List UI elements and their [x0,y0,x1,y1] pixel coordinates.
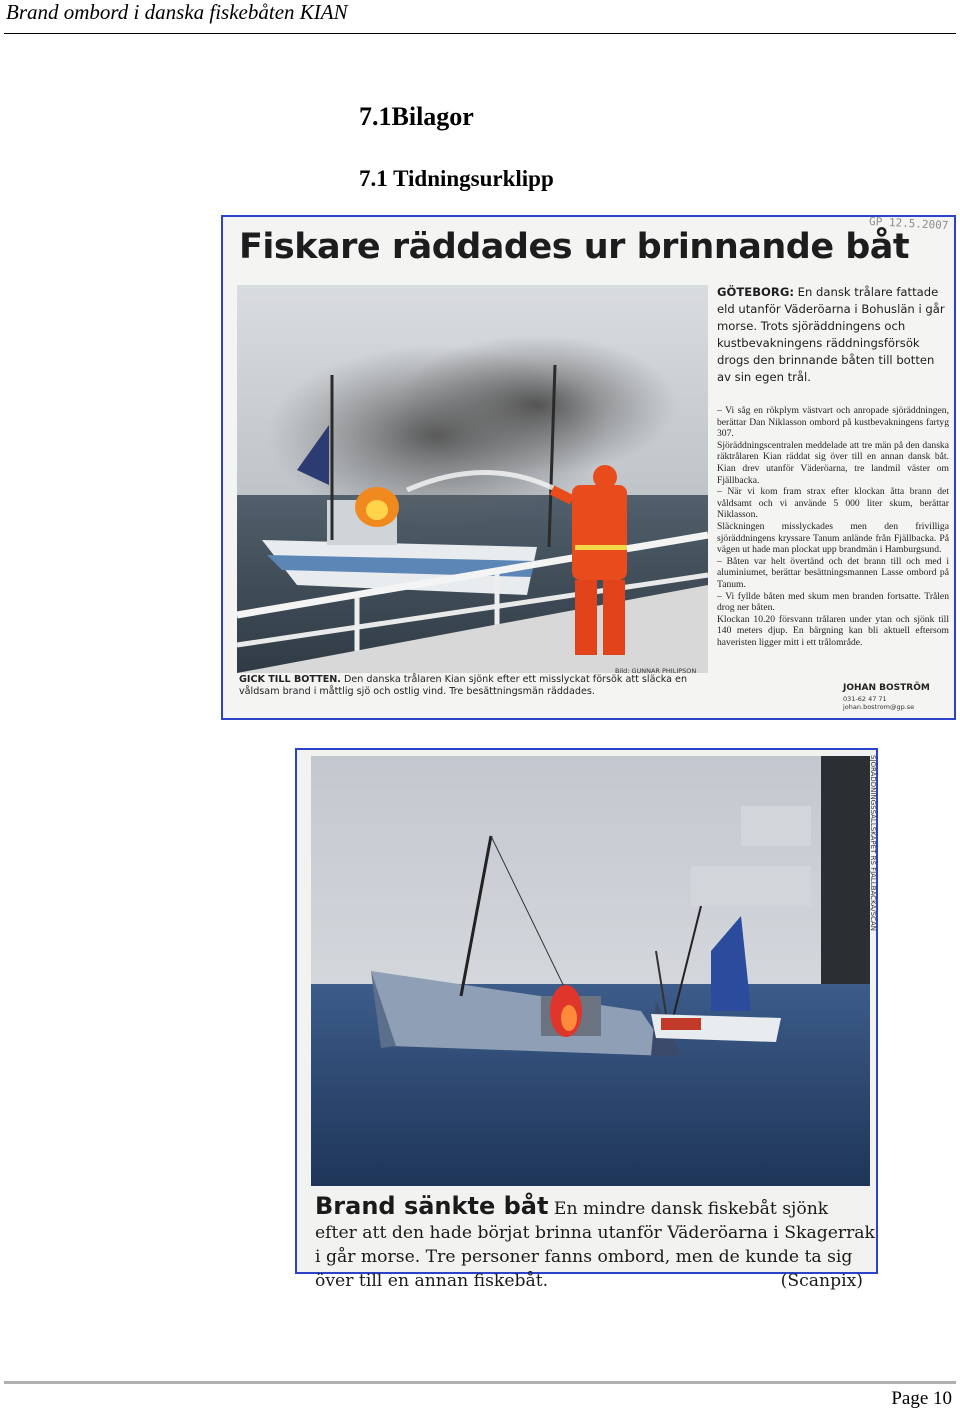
clipping1-lead [717,284,949,386]
header-rule [4,33,956,34]
clipping2-caption-text: En mindre dansk fiskebåt sjönk efter att den hade börjat brinna utanför Väderöarna i Skagerrak i går morse. Tre personer fanns ombord, men de kunde ta sig över till en annan fiskebåt. [315,1199,875,1291]
page-number: Page 10 [891,1388,952,1409]
clipping2-photo-sinking-boat [311,756,870,1186]
newspaper-clipping-1 [221,215,956,720]
newspaper-clipping-2 [295,748,878,1291]
clipping1-caption [239,674,709,697]
body-paragraph: – När vi kom fram strax efter klockan åtta brann det våldsamt och vi använde 5 000 liter skum, berättar Niklasson. [717,486,949,521]
clipping2-caption-title: Brand sänkte båt [315,1192,549,1220]
subsection-heading: 7.1 Tidningsurklipp [359,166,554,191]
clipping2-side-credit: SJÖRÄDDNINGSSÄLLSKAPET RS FJÄLLBACKA/SCAN [869,755,877,931]
clipping1-body [717,405,949,648]
clipping1-lead-place: GÖTEBORG: [717,285,794,299]
body-paragraph: Sjöräddningscentralen meddelade att tre män på den danska räktrålaren Kian räddat sig över till en annan dansk båt. Kian drev utanför Väderöarna, tre landmil väster om Fjällbacka. [717,439,949,486]
body-paragraph: – Vi såg en rökplym västvart och anropade sjöräddningen, berättar Dan Niklasson ombord på kustbevakningens fartyg 307. [717,405,949,440]
clipping1-caption-text: Den danska trålaren Kian sjönk efter ett misslyckat försök att släcka en våldsam brand i måttlig sjö och ostlig vind. Tre besättningsmän räddades. [239,674,688,697]
body-paragraph: Släckningen misslyckades men den frivilliga sjöräddningens kryssare Tanum anlände från Fjällbacka. På vägen ut hade man plockat upp brandmän i Hamburgsund. [717,520,949,556]
clipping2-caption [315,1194,875,1293]
section-heading: 7.1Bilagor [359,102,474,131]
footer-rule [4,1381,956,1384]
clipping1-caption-title: GICK TILL BOTTEN. [239,674,341,685]
clipping1-photo-credit: Bild: GUNNAR PHILIPSON [615,667,697,675]
clipping1-contact: 031-62 47 71 johan.bostrom@gp.se [843,695,915,711]
clipping2-credit: (Scanpix) [780,1271,863,1291]
clipping1-headline: Fiskare räddades ur brinnande båt [239,227,910,267]
body-paragraph: – Båten var helt övertänd och det brann till och med i aluminiumet, berättar besättningsmannen Lasse ombord på Tanum. [717,555,949,590]
body-paragraph: Klockan 10.20 försvann trålaren under ytan och sjönk till 140 meters djup. En bärgning kan bli aktuell eftersom haveristen ligger mitt i ett trålområde. [717,613,949,648]
clipping1-byline: JOHAN BOSTRÖM [843,683,930,693]
running-header: Brand ombord i danska fiskebåten KIAN [6,0,348,24]
clipping1-lead-text: En dansk trålare fattade eld utanför Väderöarna i Bohuslän i går morse. Trots sjöräddningens och kustbevakningens räddningsförsök drogs den brinnande båten till botten av sin egen trål. [717,285,945,384]
clipping1-photo-burning-trawler [237,285,708,673]
body-paragraph: – Vi fyllde båten med skum men branden fortsatte. Trålen drog ner båten. [717,590,949,614]
clipping1-date-stamp: GP 12.5.2007 [868,214,949,233]
